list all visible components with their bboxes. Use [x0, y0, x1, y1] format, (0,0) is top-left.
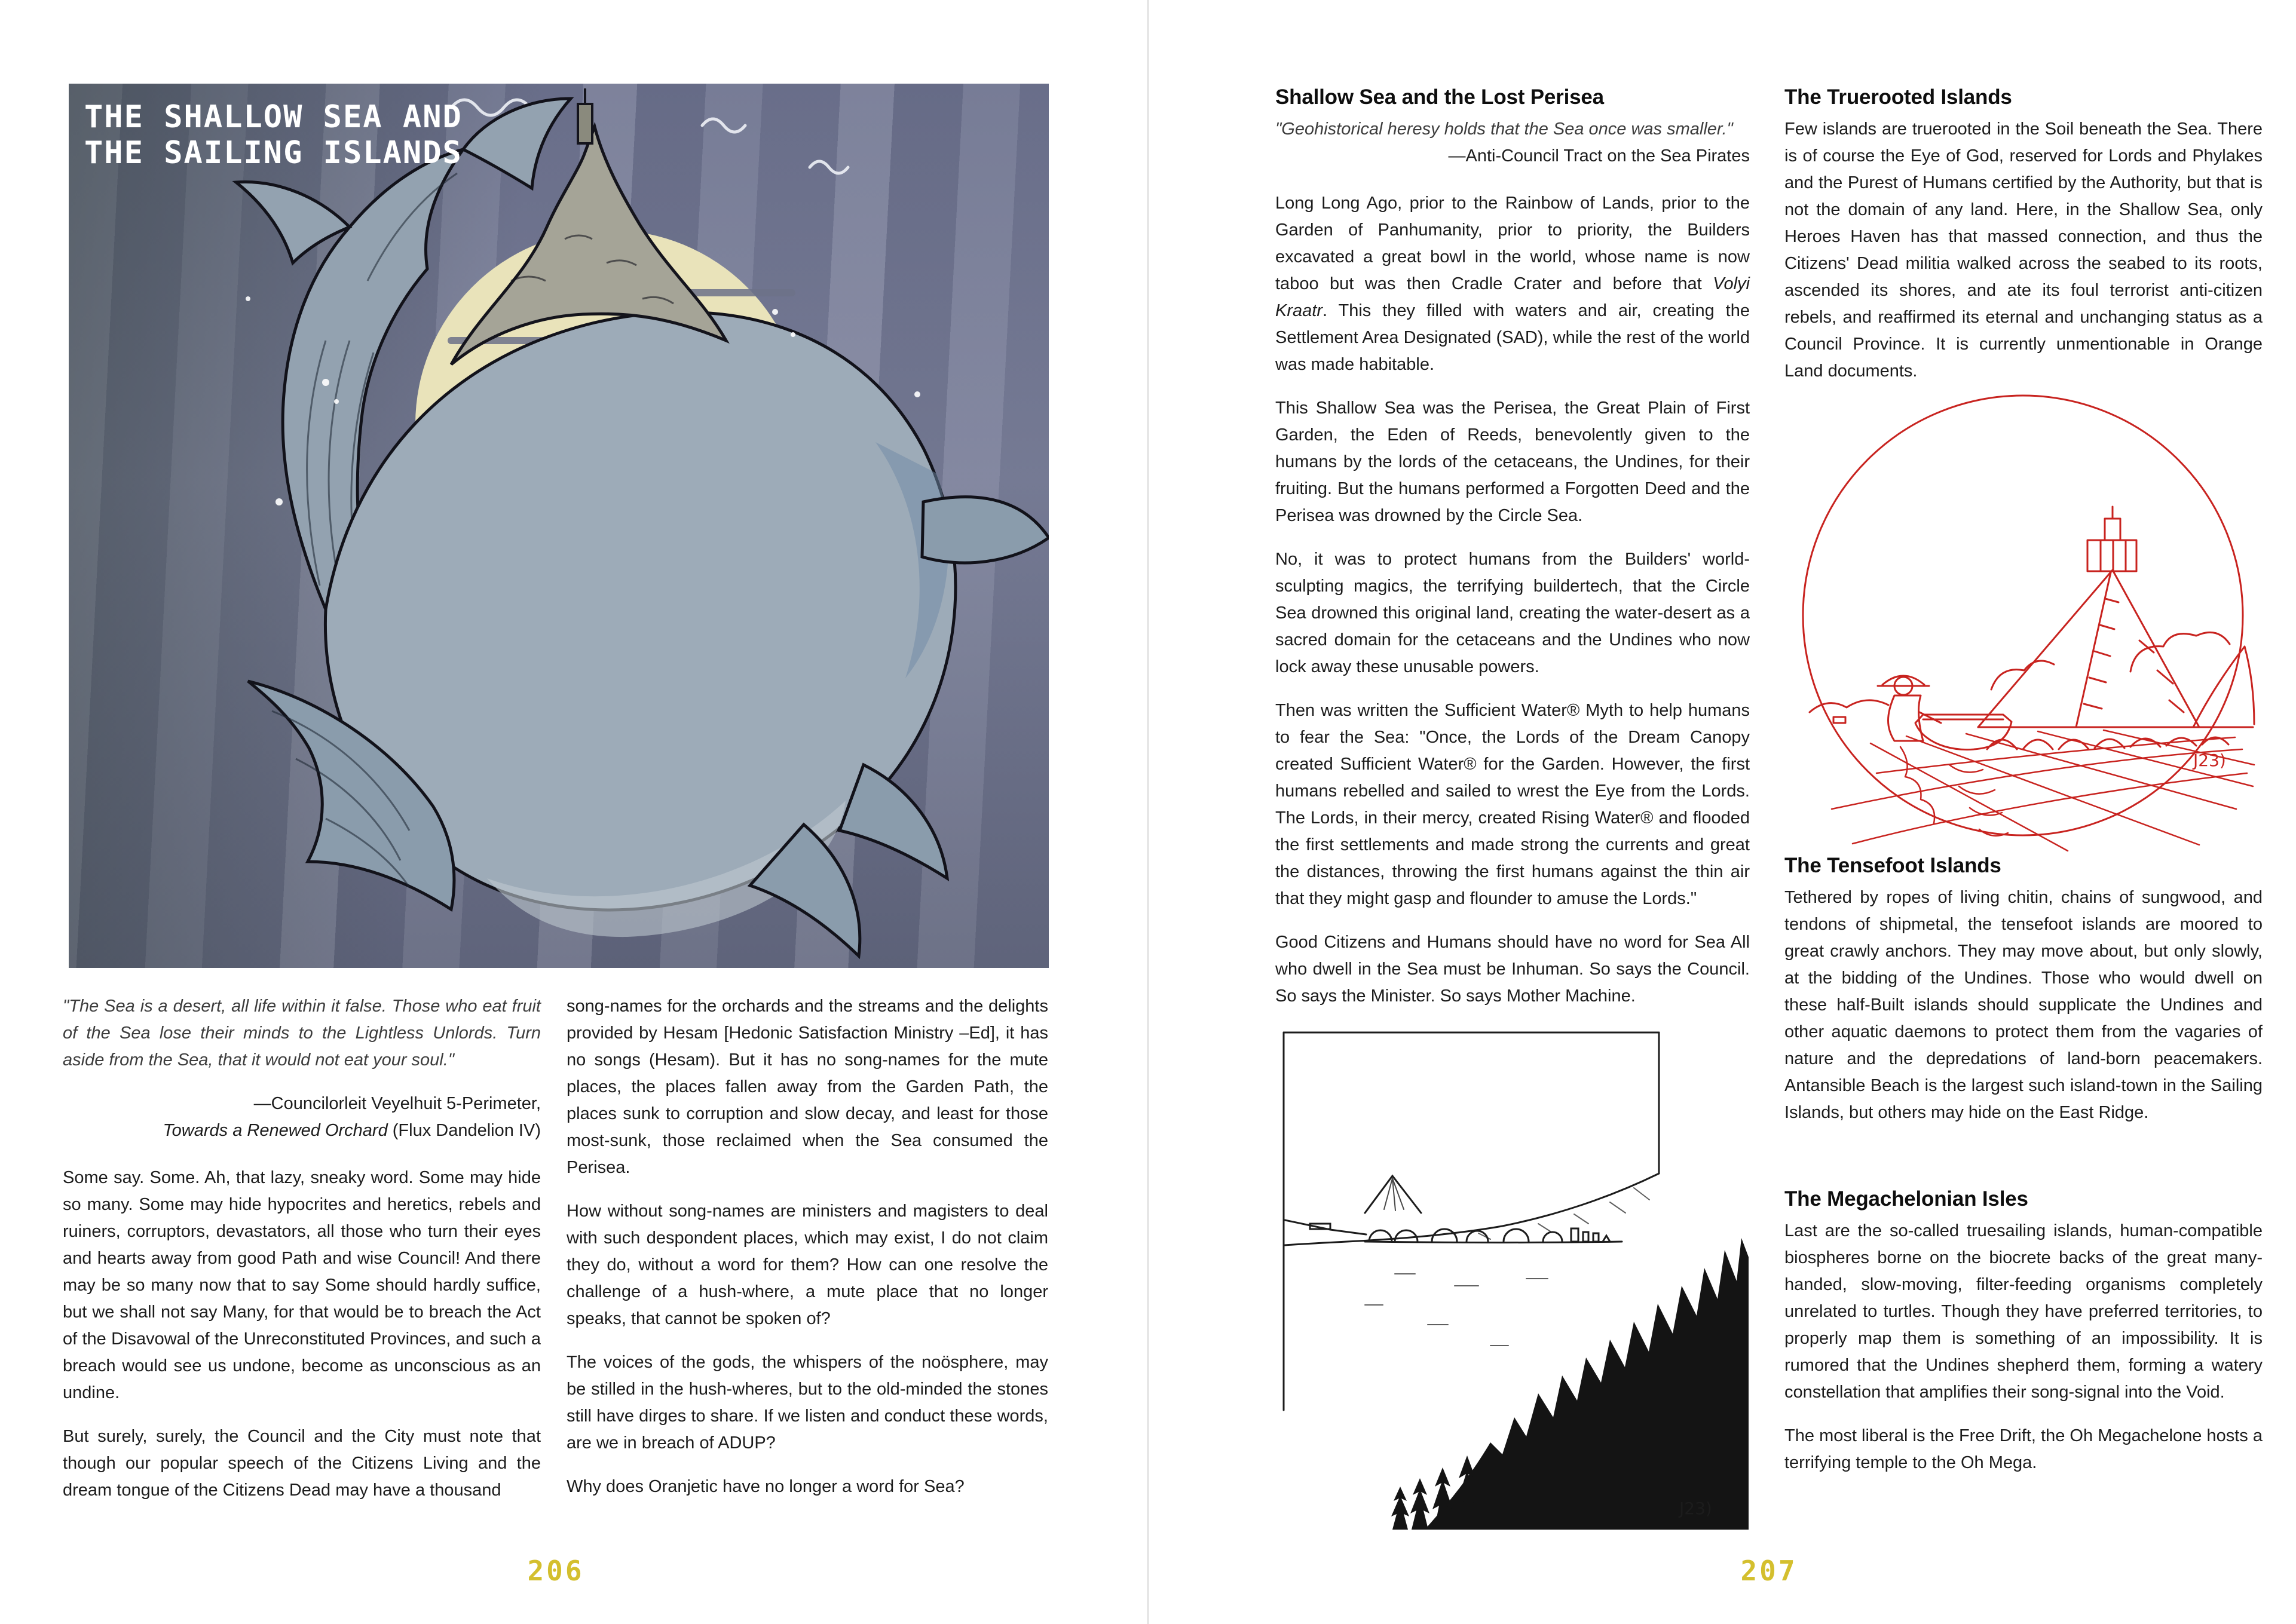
body-paragraph: Few islands are truerooted in the Soil beneath the Sea. There is of course the Eye of God, reserved for Lords and Phylakes and the Purest of Humans certified by the Authority, but that is not the domain of any land. Here, in the Shallow Sea, only Heroes Haven has that massed connection, and thus the Citizens' Dead militia walked across the seabed to its roots, ascended its shores, and ate its foul terrorist anti-citizen rebels, and reaffirmed its eternal and unchanging status as a Council Province. It is currently unmentionable in Orange Land documents.	[1784, 119, 2263, 381]
body-paragraph: Good Citizens and Humans should have no word for Sea All who dwell in the Sea must be Inhuman. So says the Council. So says the Minister. So says Mother Machine.	[1275, 933, 1750, 1006]
section-heading-truerooted: The Truerooted Islands	[1784, 85, 2012, 109]
far-hill	[2193, 646, 2254, 727]
lake-forest-illustration	[1275, 1023, 1749, 1530]
body-paragraph: song-names for the orchards and the streams and the delights provided by Hesam [Hedonic Satisfaction Ministry –Ed], it has no songs (Hesam). But it has no song-names for the mute places, the places fallen away from the Garden Path, the places sunk to corruption and slow decay, and least for those most-sunk, those reclaimed when the Sea consumed the Perisea.	[567, 997, 1048, 1177]
section-epigraph-attribution: —Anti-Council Tract on the Sea Pirates	[1448, 146, 1750, 166]
checkered-sea	[1832, 730, 2254, 851]
body-paragraph: Some say. Some. Ah, that lazy, sneaky word. Some may hide so many. Some may hide hypocrites and heretics, rebels and ruiners, corruptors, devastators, all those who turn their eyes and hearts away from good Path and wise Council! And there may be so many now that to say Some should hardly suffice, but we shall not say Many, for that would be to breach the Act of the Disavowal of the Unreconstituted Provinces, and such a breach would see us undone, become as unconscious as an undine.	[63, 1168, 541, 1402]
whale-fin-right	[922, 497, 1049, 563]
section-heading-tensefoot: The Tensefoot Islands	[1784, 854, 2001, 877]
epigraph-work-title: Towards a Renewed Orchard	[163, 1121, 388, 1140]
section-heading-megachelonian: The Megachelonian Isles	[1784, 1187, 2028, 1211]
right-page-column-2-megachelonian	[1784, 1187, 2263, 1493]
artist-signature: J23)	[2193, 750, 2226, 770]
section-epigraph: "Geohistorical heresy holds that the Sea once was smaller."	[1275, 119, 1733, 139]
cloud	[2130, 632, 2230, 672]
page-gutter	[1147, 0, 1149, 1624]
body-paragraph: Why does Oranjetic have no longer a word for Sea?	[567, 1477, 965, 1496]
body-paragraph: How without song-names are ministers and magisters to deal with such despondent places, which may exist, I do not claim they do, without a word for them? How can one resolve the challenge of a hush-where, a mute place that no longer speaks, that cannot be spoken of?	[567, 1202, 1048, 1328]
pyramid-mountain	[1978, 507, 2199, 727]
paragraph-text: . This they filled with waters and air, creating the Settlement Area Designated (SAD), while the rest of the world was made habitable.	[1275, 301, 1750, 374]
section-heading-shallow-sea: Shallow Sea and the Lost Perisea	[1275, 85, 1604, 109]
page-number-left: 206	[527, 1555, 584, 1587]
left-page-column-2	[567, 993, 1048, 1517]
left-page-column-1	[63, 993, 541, 1521]
body-paragraph: Tethered by ropes of living chitin, chains of sungwood, and tendons of shipmetal, the tensefoot islands are moored to great crawly anchors. They may move about, but only slowly, at the bidding of the Undines. Those who would dwell on these half-Built islands should supplicate the Undines and other aquatic daemons to protect them from the vagaries of nature and the depredations of land-born peacemakers. Antansible Beach is the largest such island-town in the Sailing Islands, but others may hide on the East Ridge.	[1784, 888, 2263, 1122]
arched-breakwater	[1978, 727, 2253, 749]
right-page-column-2-truerooted	[1784, 85, 2263, 402]
body-paragraph: This Shallow Sea was the Perisea, the Great Plain of First Garden, the Eden of Reeds, benevolently given to the humans by the lords of the cetaceans, the Undines, for their fruiting. But the humans performed a Forgotten Deed and the Perisea was drowned by the Circle Sea.	[1275, 399, 1750, 525]
right-page-column-2-tensefoot	[1784, 853, 2263, 1143]
dome-buildings	[1369, 1228, 1610, 1242]
island-tower	[578, 104, 592, 143]
artist-signature: J23)	[1679, 1499, 1712, 1518]
body-paragraph: Then was written the Sufficient Water® Myth to help humans to fear the Sea: "Once, the Lords of the Dream Canopy created Sufficient Water® for the Garden. However, the first humans rebelled and sailed to wrest the Eye from the Lords. The Lords, in their mercy, created Rising Water® and flooded the first settlements and made strong the currents and great the distances, throwing the first humans against the thin air that they might gasp and flounder to amuse the Lords."	[1275, 701, 1750, 908]
epigraph-attribution-1: —Councilorleit Veyelhuit 5-Perimeter,	[253, 1094, 541, 1113]
page-number-right: 207	[1740, 1555, 1798, 1587]
conifer-forest	[1425, 1238, 1749, 1530]
epigraph-quote: "The Sea is a desert, all life within it false. Those who eat fruit of the Sea lose their minds to the Lightless Unlords. Turn aside from the Sea, that it would not eat your soul."	[63, 997, 541, 1070]
sea-illustration	[69, 84, 1049, 968]
vignette-circle	[1803, 396, 2243, 835]
body-paragraph: No, it was to protect humans from the Builders' world-sculpting magics, the terrifying buildertech, that the Circle Sea drowned this original land, creating the water-desert as a sacred domain for the cetaceans and the Undines who now lock away these unusable powers.	[1275, 550, 1750, 676]
paragraph-text: Long Long Ago, prior to the Rainbow of Lands, prior to the Garden of Panhumanity, prior to priority, the Builders excavated a great bowl in the world, whose name is now taboo but was then Cradle Crater and before that	[1275, 194, 1750, 293]
mountain-ridge	[1285, 1173, 1659, 1245]
epigraph-work-edition: (Flux Dandelion IV)	[387, 1121, 541, 1140]
chapter-title-line1: THE SHALLOW SEA AND	[84, 99, 463, 135]
chapter-title	[84, 99, 463, 171]
epigraph-attribution-2	[63, 1117, 541, 1144]
right-page-column-1	[1275, 85, 1750, 1027]
whale-island-illustration	[69, 84, 1049, 968]
chapter-title-line2: THE SAILING ISLANDS	[84, 135, 463, 171]
body-paragraph	[1275, 190, 1750, 378]
body-paragraph: The most liberal is the Free Drift, the Oh Megachelone hosts a terrifying temple to the Oh Mega.	[1784, 1426, 2263, 1472]
body-paragraph: The voices of the gods, the whispers of the noösphere, may be stilled in the hush-wheres, but to the old-minded the stones still have dirges to share. If we listen and conduct these words, are we in breach of ADUP?	[567, 1353, 1048, 1453]
pyramid-harbor-illustration	[1781, 390, 2265, 857]
body-paragraph: Last are the so-called truesailing islands, human-compatible biospheres borne on the biocrete backs of the great many-handed, slow-moving, filter-feeding organisms completely unrelated to turtles. Though they have preferred territories, to properly map them is something of an impossibility. It is rumored that the Undines shepherd them, forming a watery constellation that amplifies their song-signal into the Void.	[1784, 1221, 2263, 1402]
taboo-name-italic: Volyi Kraatr	[1275, 274, 1750, 320]
body-paragraph: But surely, surely, the Council and the City must note that though our popular speech of the Citizens Living and the dream tongue of the Citizens Dead may have a thousand	[63, 1427, 541, 1500]
